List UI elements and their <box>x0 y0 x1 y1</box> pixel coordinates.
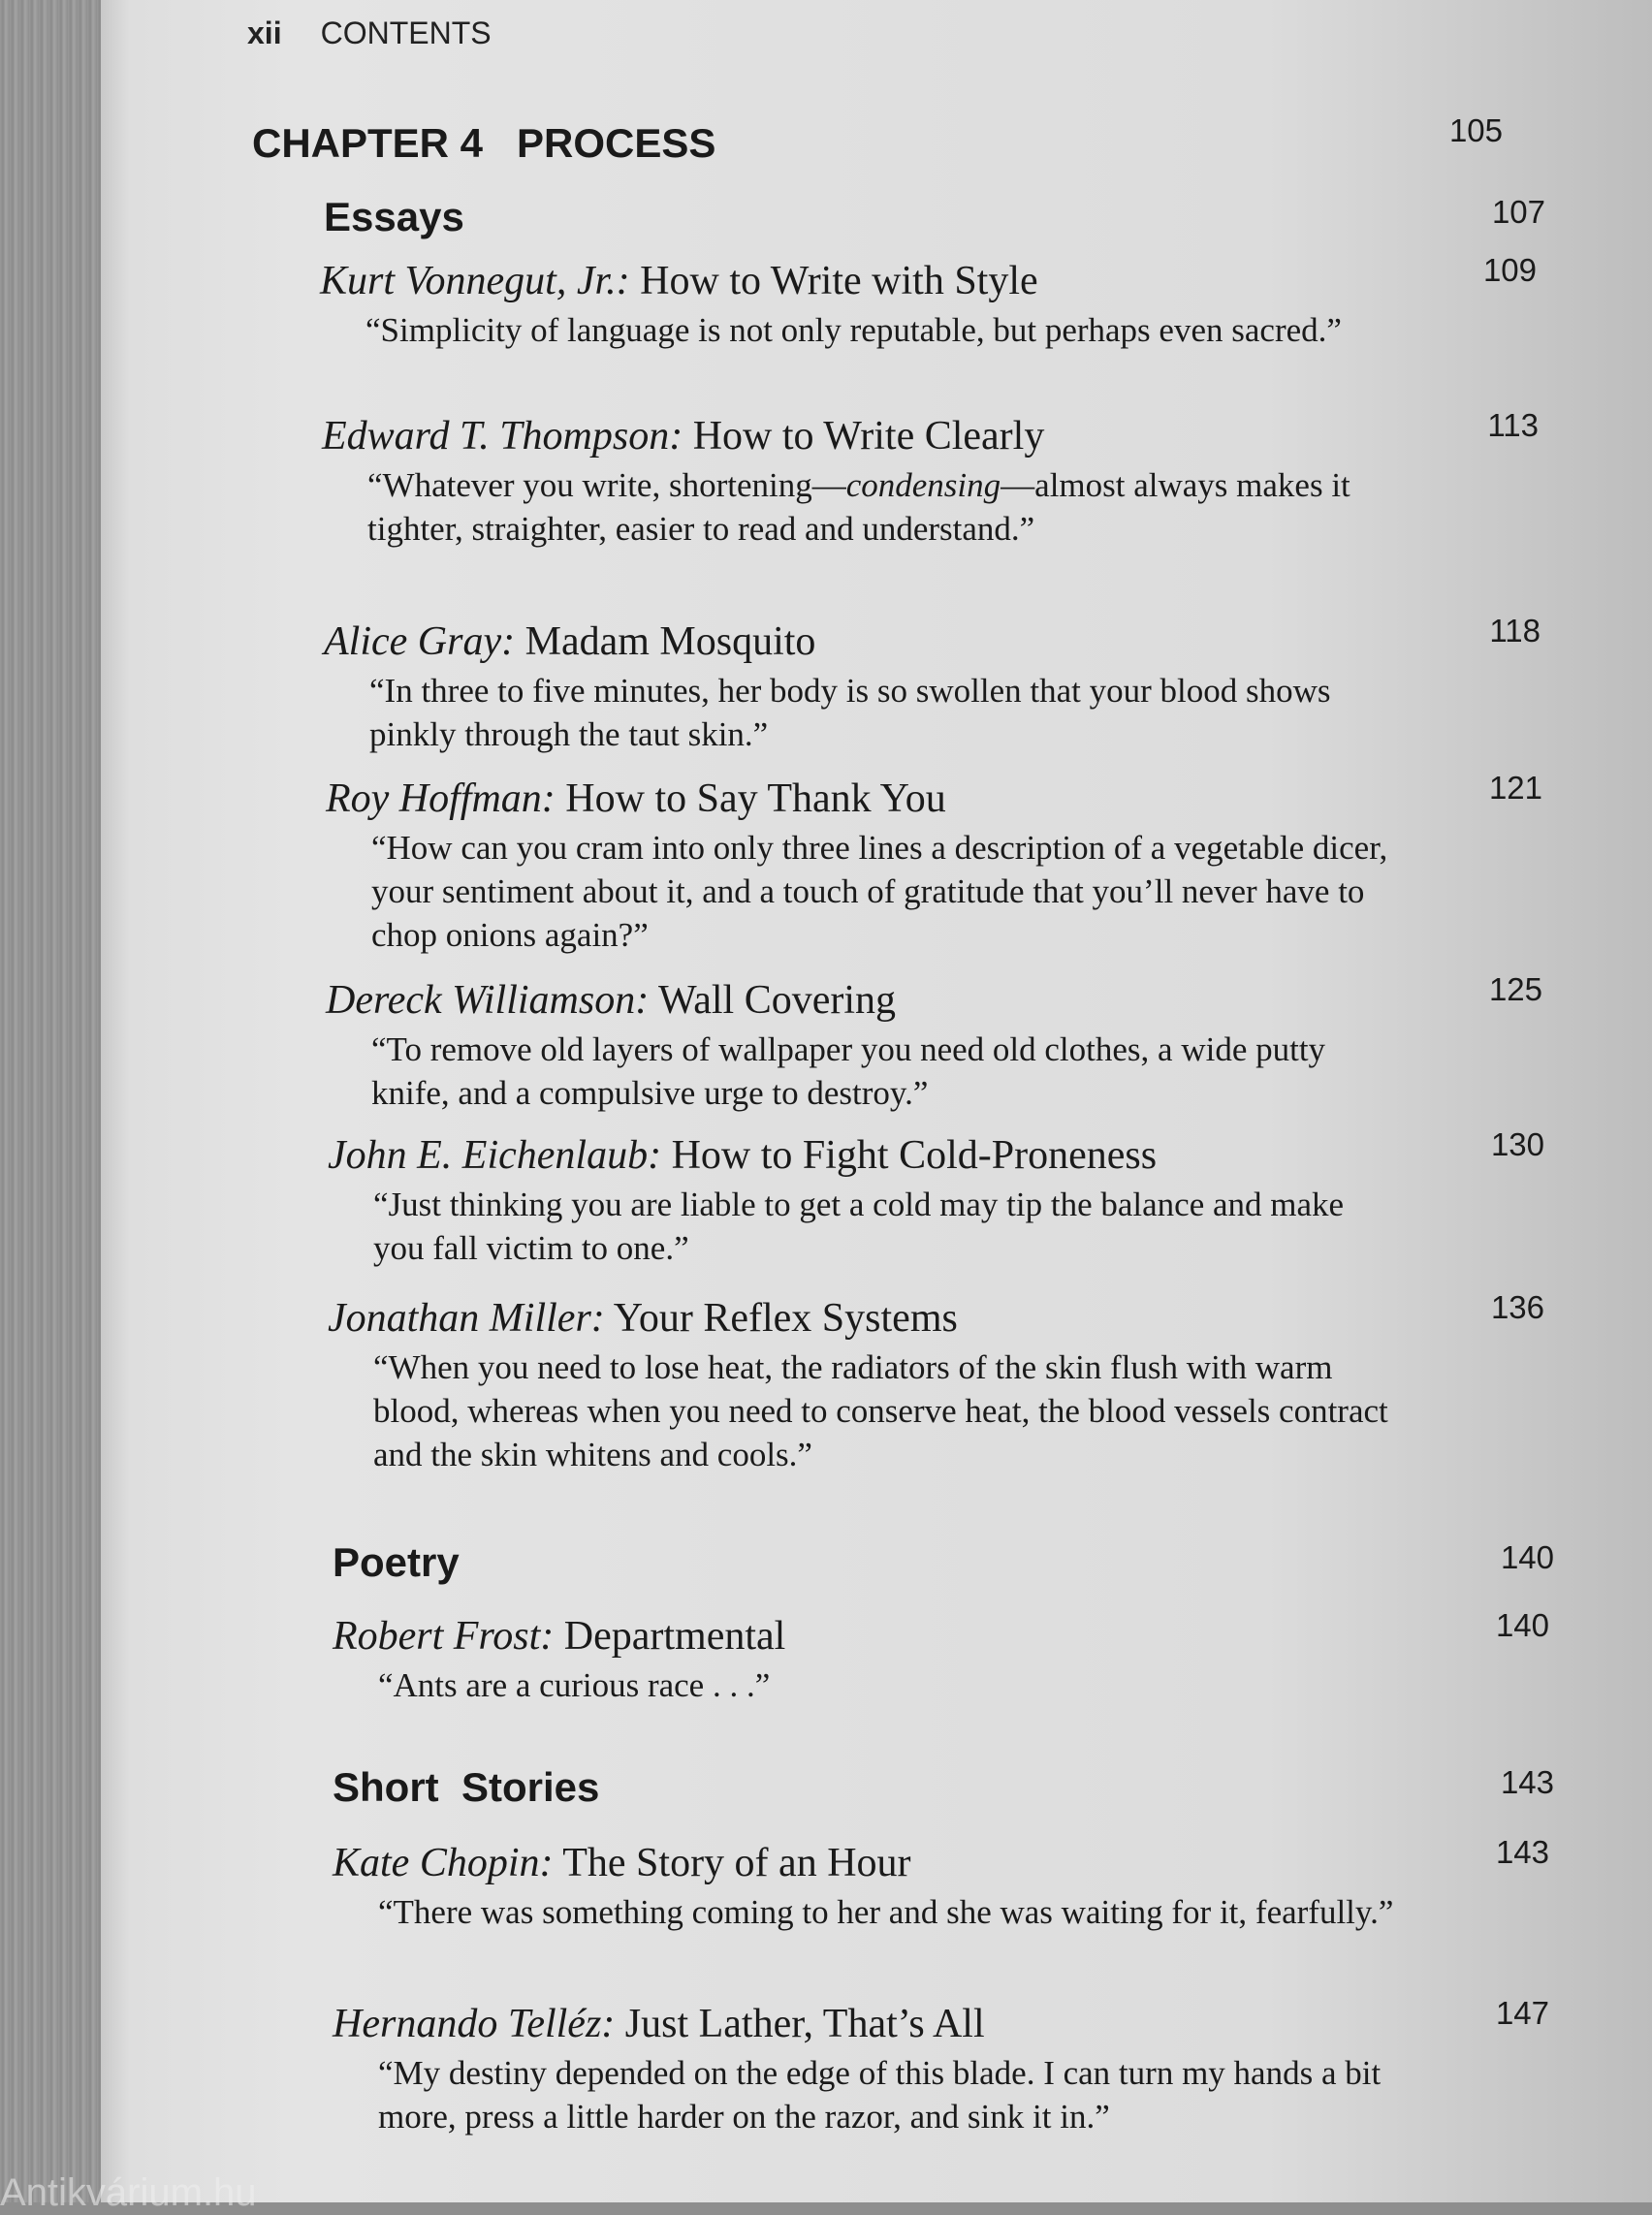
entry-page: 130 <box>1490 1126 1544 1162</box>
entry-page: 125 <box>1488 971 1542 1007</box>
entry-author: Edward T. Thompson: <box>322 414 683 459</box>
entry-page: 109 <box>1482 252 1537 288</box>
toc-entry <box>333 1834 1549 1934</box>
entry-quote: “To remove old layers of wallpaper you need old clothes, a wide putty knife, and a compulsive urge to destroy.” <box>371 1030 1326 1112</box>
entry-page: 121 <box>1488 770 1542 806</box>
entry-quote: “There was something coming to her and she was waiting for it, fearfully.” <box>378 1893 1394 1931</box>
entry-author: Kurt Vonnegut, Jr.: <box>320 259 630 303</box>
toc-entry <box>320 252 1537 352</box>
section-title: Essays <box>324 194 464 239</box>
toc-entry <box>326 971 1542 1115</box>
entry-title: Departmental <box>563 1614 786 1659</box>
entry-author: Hernando Telléz: <box>333 2002 616 2046</box>
chapter-label: CHAPTER 4 PROCESS <box>252 120 716 166</box>
running-header <box>247 16 492 51</box>
watermark: Antikvárium.hu <box>0 2171 257 2214</box>
entry-title: Madam Mosquito <box>524 619 816 664</box>
section-poetry <box>333 1539 1554 1586</box>
quote-part: “Whatever you write, shortening— <box>367 466 846 504</box>
section-title: Poetry <box>333 1539 460 1585</box>
entry-quote: “Ants are a curious race . . .” <box>378 1666 771 1704</box>
chapter-heading <box>252 112 1503 167</box>
entry-title: Your Reflex Systems <box>613 1296 958 1341</box>
toc-entry <box>326 770 1542 957</box>
entry-quote: “Just thinking you are liable to get a cold may tip the balance and make you fall victim to one.” <box>373 1186 1345 1267</box>
toc-entry <box>322 407 1539 551</box>
section-page: 107 <box>1491 194 1545 230</box>
section-short-stories <box>333 1764 1554 1811</box>
entry-quote: “How can you cram into only three lines a description of a vegetable dicer, your sentiment about it, and a touch of gratitude that you’ll never have to chop onions again?” <box>371 829 1388 954</box>
entry-author: Roy Hoffman: <box>326 776 556 821</box>
entry-quote: “When you need to lose heat, the radiators of the skin flush with warm blood, whereas when you need to conserve heat, the blood vessels contract and the skin whitens and cools.” <box>373 1348 1388 1473</box>
entry-page: 118 <box>1489 613 1541 649</box>
entry-author: John E. Eichenlaub: <box>328 1133 662 1178</box>
quote-emphasis: condensing <box>845 466 1001 504</box>
entry-author: Dereck Williamson: <box>326 978 650 1023</box>
toc-entry <box>324 613 1541 756</box>
entry-page: 143 <box>1495 1834 1549 1870</box>
entry-author: Kate Chopin: <box>333 1841 554 1885</box>
entry-quote: “In three to five minutes, her body is so swollen that your blood shows pinkly through the taut skin.” <box>369 672 1331 753</box>
entry-title: The Story of an Hour <box>562 1841 911 1885</box>
entry-page: 136 <box>1490 1289 1544 1325</box>
entry-page: 140 <box>1495 1607 1549 1643</box>
section-title: Short Stories <box>333 1764 600 1810</box>
toc-entry <box>328 1126 1544 1270</box>
entry-title: Just Lather, That’s All <box>624 2002 985 2046</box>
toc-entry <box>333 1607 1549 1707</box>
entry-title: How to Write Clearly <box>692 414 1045 459</box>
entry-title: How to Fight Cold-Proneness <box>671 1133 1158 1178</box>
entry-title: How to Write with Style <box>640 259 1038 303</box>
entry-page: 147 <box>1495 1995 1549 2031</box>
toc-entry <box>333 1995 1549 2138</box>
section-page: 143 <box>1500 1764 1554 1800</box>
entry-quote <box>367 463 1385 551</box>
chapter-page: 105 <box>1448 112 1503 148</box>
section-page: 140 <box>1500 1539 1554 1575</box>
header-title: CONTENTS <box>320 16 492 50</box>
entry-quote: “Simplicity of language is not only reputable, but perhaps even sacred.” <box>365 311 1342 349</box>
entry-author: Alice Gray: <box>324 619 516 664</box>
book-edge <box>0 0 101 2202</box>
toc-entry <box>328 1289 1544 1476</box>
entry-page: 113 <box>1487 407 1539 443</box>
entry-title: How to Say Thank You <box>565 776 946 821</box>
entry-title: Wall Covering <box>657 978 897 1023</box>
quote-part: —almost always makes it tighter, straighter, easier to read and understand.” <box>367 466 1350 548</box>
entry-author: Robert Frost: <box>333 1614 555 1659</box>
header-page-number: xii <box>247 16 282 50</box>
entry-author: Jonathan Miller: <box>328 1296 605 1341</box>
entry-quote: “My destiny depended on the edge of this blade. I can turn my hands a bit more, press a little harder on the razor, and sink it in.” <box>378 2054 1382 2136</box>
section-essays <box>324 194 1545 240</box>
